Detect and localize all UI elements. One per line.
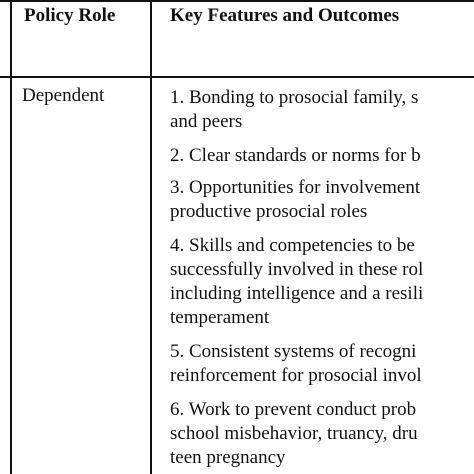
item-line: reinforcement for prosocial invol xyxy=(170,365,422,386)
item-line: temperament xyxy=(170,307,270,328)
list-item xyxy=(170,340,422,388)
list-item xyxy=(170,176,420,224)
policy-role-cell: Dependent xyxy=(22,85,105,106)
item-line: successfully involved in these rol xyxy=(170,259,424,280)
item-line: teen pregnancy xyxy=(170,447,286,468)
item-line: 1. Bonding to prosocial family, s xyxy=(170,87,419,108)
item-line: and peers xyxy=(170,111,243,132)
table-left-border xyxy=(10,0,12,474)
item-line: 6. Work to prevent conduct prob xyxy=(170,399,417,420)
table-top-border xyxy=(0,0,474,2)
list-item xyxy=(170,234,423,330)
item-line: productive prosocial roles xyxy=(170,201,368,222)
item-line: 3. Opportunities for involvement xyxy=(170,177,421,198)
header-bottom-border xyxy=(0,76,474,78)
left-edge-tick xyxy=(0,76,12,78)
item-line: 2. Clear standards or norms for b xyxy=(170,145,421,166)
item-line: school misbehavior, truancy, dru xyxy=(170,423,418,444)
list-item xyxy=(170,398,418,470)
column-divider xyxy=(150,0,152,474)
item-line: 4. Skills and competencies to be xyxy=(170,235,415,256)
header-key-features: Key Features and Outcomes xyxy=(170,5,400,26)
item-line: 5. Consistent systems of recogni xyxy=(170,341,417,362)
item-line: including intelligence and a resili xyxy=(170,283,424,304)
list-item xyxy=(170,144,421,168)
header-policy-role: Policy Role xyxy=(24,5,116,26)
list-item xyxy=(170,86,418,134)
